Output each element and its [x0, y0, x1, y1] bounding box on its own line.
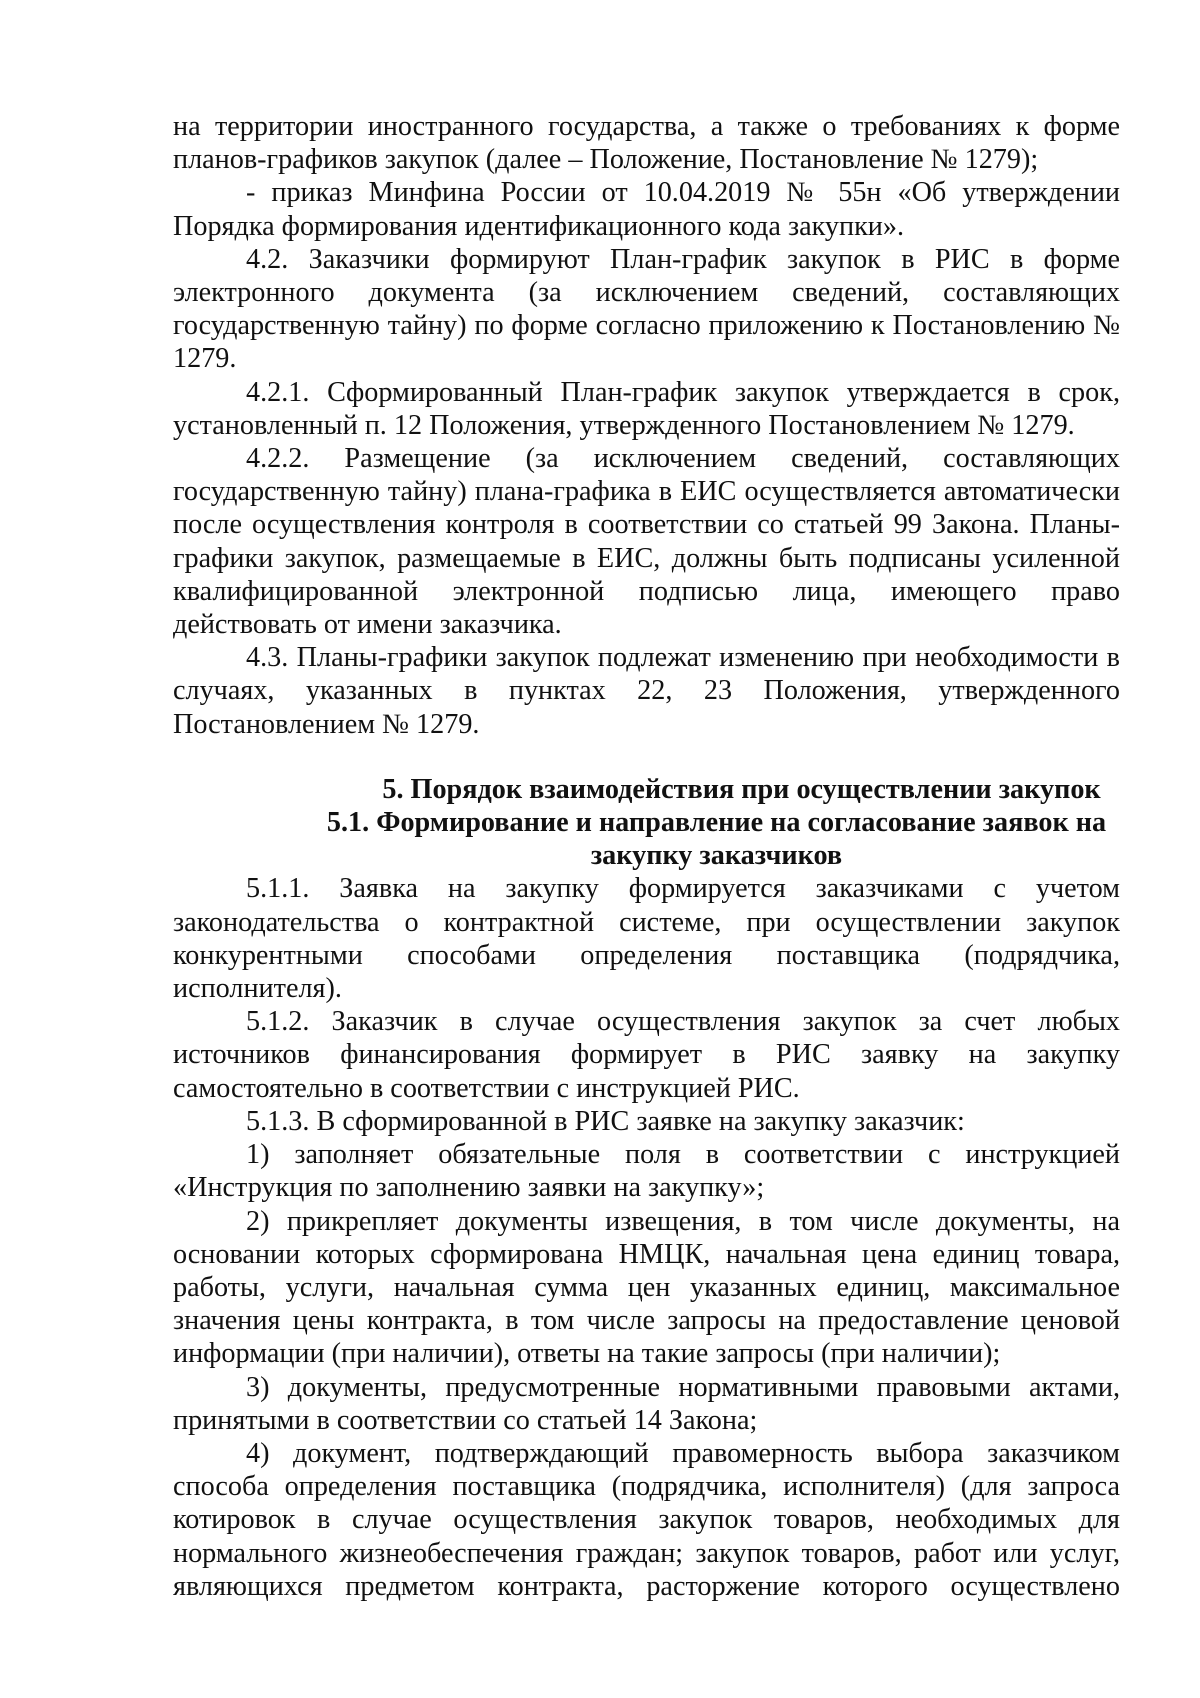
- list-item-2: 2) прикрепляет документы извещения, в том числе документы, на основании которых сформирована НМЦК, начальная цена единиц товара, работы, услуги, начальная сумма цен указанных единиц, максимальное значения цены контракта, в том числе запросы на предоставление ценовой информации (при наличии), ответы на такие запросы (при наличии);: [173, 1205, 1120, 1370]
- paragraph-4-3: 4.3. Планы-графики закупок подлежат изменению при необходимости в случаях, указанных в пунктах 22, 23 Положения, утвержденного Постановлением № 1279.: [173, 642, 1120, 740]
- paragraph-5-1-1: 5.1.1. Заявка на закупку формируется заказчиками с учетом законодательства о контрактной системе, при осуществлении закупок конкурентными способами определения поставщика (подрядчика, исполнителя).: [173, 873, 1120, 1005]
- section-heading: 5. Порядок взаимодействия при осуществлении закупок: [382, 773, 1101, 805]
- paragraph-4-2-2: 4.2.2. Размещение (за исключением сведений, составляющих государственную тайну) плана-графика в ЕИС осуществляется автоматически после осуществления контроля в соответствии со статьей 99 Закона. Планы-графики закупок, размещаемые в ЕИС, должны быть подписаны усиленной квалифицированной электронной подписью лица, имеющего право действовать от имени заказчика.: [173, 443, 1120, 641]
- paragraph-5-1-2: 5.1.2. Заказчик в случае осуществления закупок за счет любых источников финансирования формирует в РИС заявку на закупку самостоятельно в соответствии с инструкцией РИС.: [173, 1006, 1120, 1104]
- list-item-4: 4) документ, подтверждающий правомерность выбора заказчиком способа определения поставщика (подрядчика, исполнителя) (для запроса котировок в случае осуществления закупок товаров, необходимых для нормального жизнеобеспечения граждан; закупок товаров, работ или услуг, являющихся предметом контракта, расторжение которого осуществлено: [173, 1437, 1120, 1602]
- subsection-heading: 5.1. Формирование и направление на согласование заявок на закупку заказчиков: [326, 807, 1107, 872]
- paragraph-5-1-3: 5.1.3. В сформированной в РИС заявке на закупку заказчик:: [246, 1105, 965, 1137]
- paragraph-continuation: на территории иностранного государства, а также о требованиях к форме планов-графиков закупок (далее – Положение, Постановление № 1279);: [173, 111, 1120, 176]
- document-page: [173, 110, 1120, 1603]
- paragraph-minfin-order: - приказ Минфина России от 10.04.2019 № 55н «Об утверждении Порядка формирования идентификационного кода закупки».: [173, 177, 1120, 242]
- section-spacer: [173, 741, 1120, 773]
- list-item-1: 1) заполняет обязательные поля в соответствии с инструкцией «Инструкция по заполнению заявки на закупку»;: [173, 1139, 1120, 1204]
- paragraph-4-2: 4.2. Заказчики формируют План-график закупок в РИС в форме электронного документа (за исключением сведений, составляющих государственную тайну) по форме согласно приложению к Постановлению № 1279.: [173, 243, 1120, 375]
- paragraph-4-2-1: 4.2.1. Сформированный План-график закупок утверждается в срок, установленный п. 12 Положения, утвержденного Постановлением № 1279.: [173, 376, 1120, 441]
- list-item-3: 3) документы, предусмотренные нормативными правовыми актами, принятыми в соответствии со статьей 14 Закона;: [173, 1371, 1120, 1436]
